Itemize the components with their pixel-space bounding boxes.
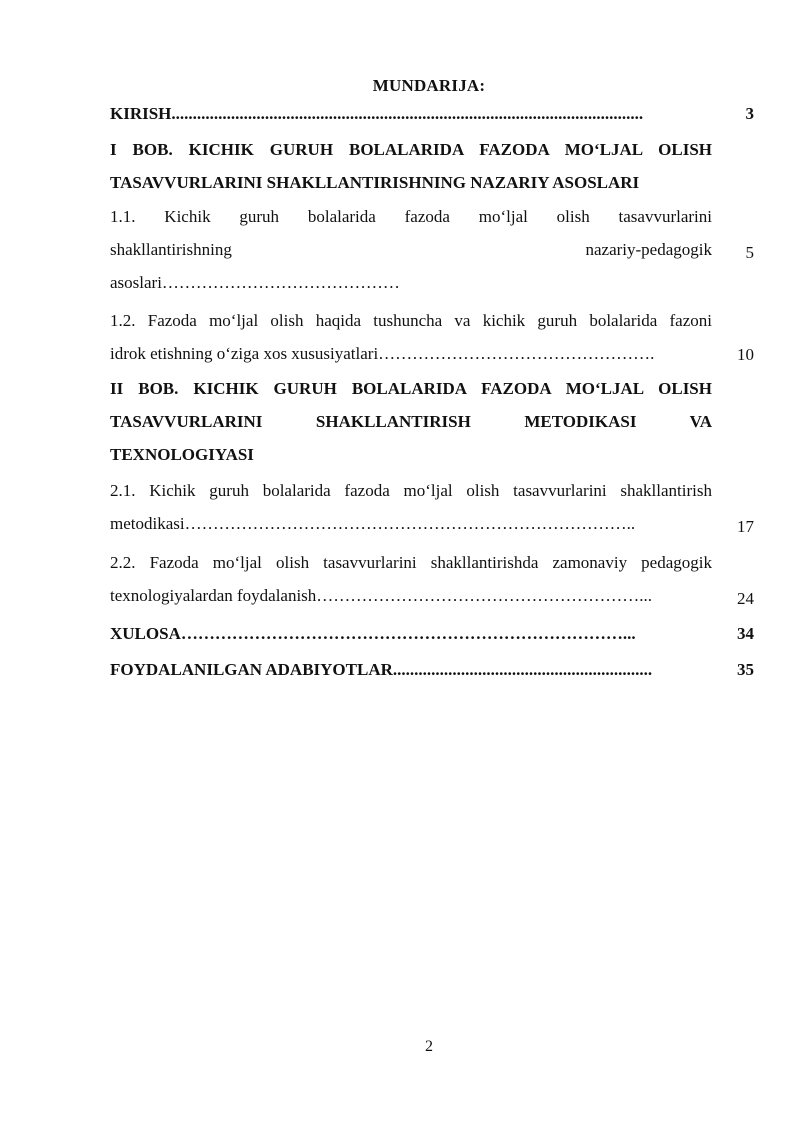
toc-entry-line: XULOSA……………………………………………………………………... xyxy=(110,624,636,643)
toc-entry-line: TASAVVURLARINI SHAKLLANTIRISH METODIKASI VA xyxy=(110,412,712,431)
toc-entry-xulosa xyxy=(110,617,754,650)
toc-page-number: 34 xyxy=(737,624,754,643)
toc-page-number: 3 xyxy=(745,104,754,123)
toc-entry-line: I BOB. KICHIK GURUH BOLALARIDA FAZODA MO‘LJAL OLISH xyxy=(110,140,712,159)
toc-section-1-1 xyxy=(110,200,754,299)
toc-page-number: 17 xyxy=(737,517,754,536)
toc-entry-line: idrok etishning o‘ziga xos xususiyatlari…………………………………………. xyxy=(110,344,655,363)
toc-entry-text xyxy=(110,97,712,130)
toc-page-number: 24 xyxy=(737,589,754,608)
toc-entry-line: TEXNOLOGIYASI xyxy=(110,445,254,464)
toc-entry-text xyxy=(110,372,712,471)
toc-entry-text xyxy=(110,617,712,650)
toc-entry-text xyxy=(110,304,712,370)
toc-entry-line: KIRISH............................................................................................................... xyxy=(110,104,644,123)
toc-section-2-2 xyxy=(110,546,754,612)
toc-entry-line: asoslari…………………………………… xyxy=(110,273,400,292)
toc-page-number: 5 xyxy=(745,243,754,262)
toc-chapter-2 xyxy=(110,372,754,471)
toc-entry-text xyxy=(110,133,712,199)
toc-entry-text xyxy=(110,546,712,612)
toc-entry-line: 1.2. Fazoda mo‘ljal olish haqida tushuncha va kichik guruh bolalarida fazoni xyxy=(110,311,712,330)
page-number: 2 xyxy=(425,1038,433,1055)
toc-entry-line: II BOB. KICHIK GURUH BOLALARIDA FAZODA MO‘LJAL OLISH xyxy=(110,379,712,398)
toc-entry-line: FOYDALANILGAN ADABIYOTLAR............................................................. xyxy=(110,660,653,679)
toc-entry-text xyxy=(110,474,712,540)
toc-entry-line: texnologiyalardan foydalanish…………………………………………………... xyxy=(110,586,653,605)
toc-entry-text xyxy=(110,200,712,299)
toc-section-2-1 xyxy=(110,474,754,540)
toc-entry-line: 2.1. Kichik guruh bolalarida fazoda mo‘ljal olish tasavvurlarini shakllantirish xyxy=(110,481,712,500)
toc-title: MUNDARIJA: xyxy=(372,76,486,95)
toc-entry-line: TASAVVURLARINI SHAKLLANTIRISHNING NAZARIY ASOSLARI xyxy=(110,173,640,192)
toc-entry-line: shakllantirishning nazariy-pedagogik xyxy=(110,240,712,259)
toc-entry-text xyxy=(110,653,712,686)
toc-section-1-2 xyxy=(110,304,754,370)
toc-page-number: 10 xyxy=(737,345,754,364)
toc-entry-line: metodikasi…………………………………………………………………….. xyxy=(110,514,636,533)
toc-entry-kirish xyxy=(110,97,754,130)
toc-entry-line: 1.1. Kichik guruh bolalarida fazoda mo‘ljal olish tasavvurlarini xyxy=(110,207,712,226)
toc-chapter-1 xyxy=(110,133,754,199)
toc-entry-line: 2.2. Fazoda mo‘ljal olish tasavvurlarini shakllantirishda zamonaviy pedagogik xyxy=(110,553,712,572)
toc-page-number: 35 xyxy=(737,660,754,679)
toc-entry-references xyxy=(110,653,754,686)
